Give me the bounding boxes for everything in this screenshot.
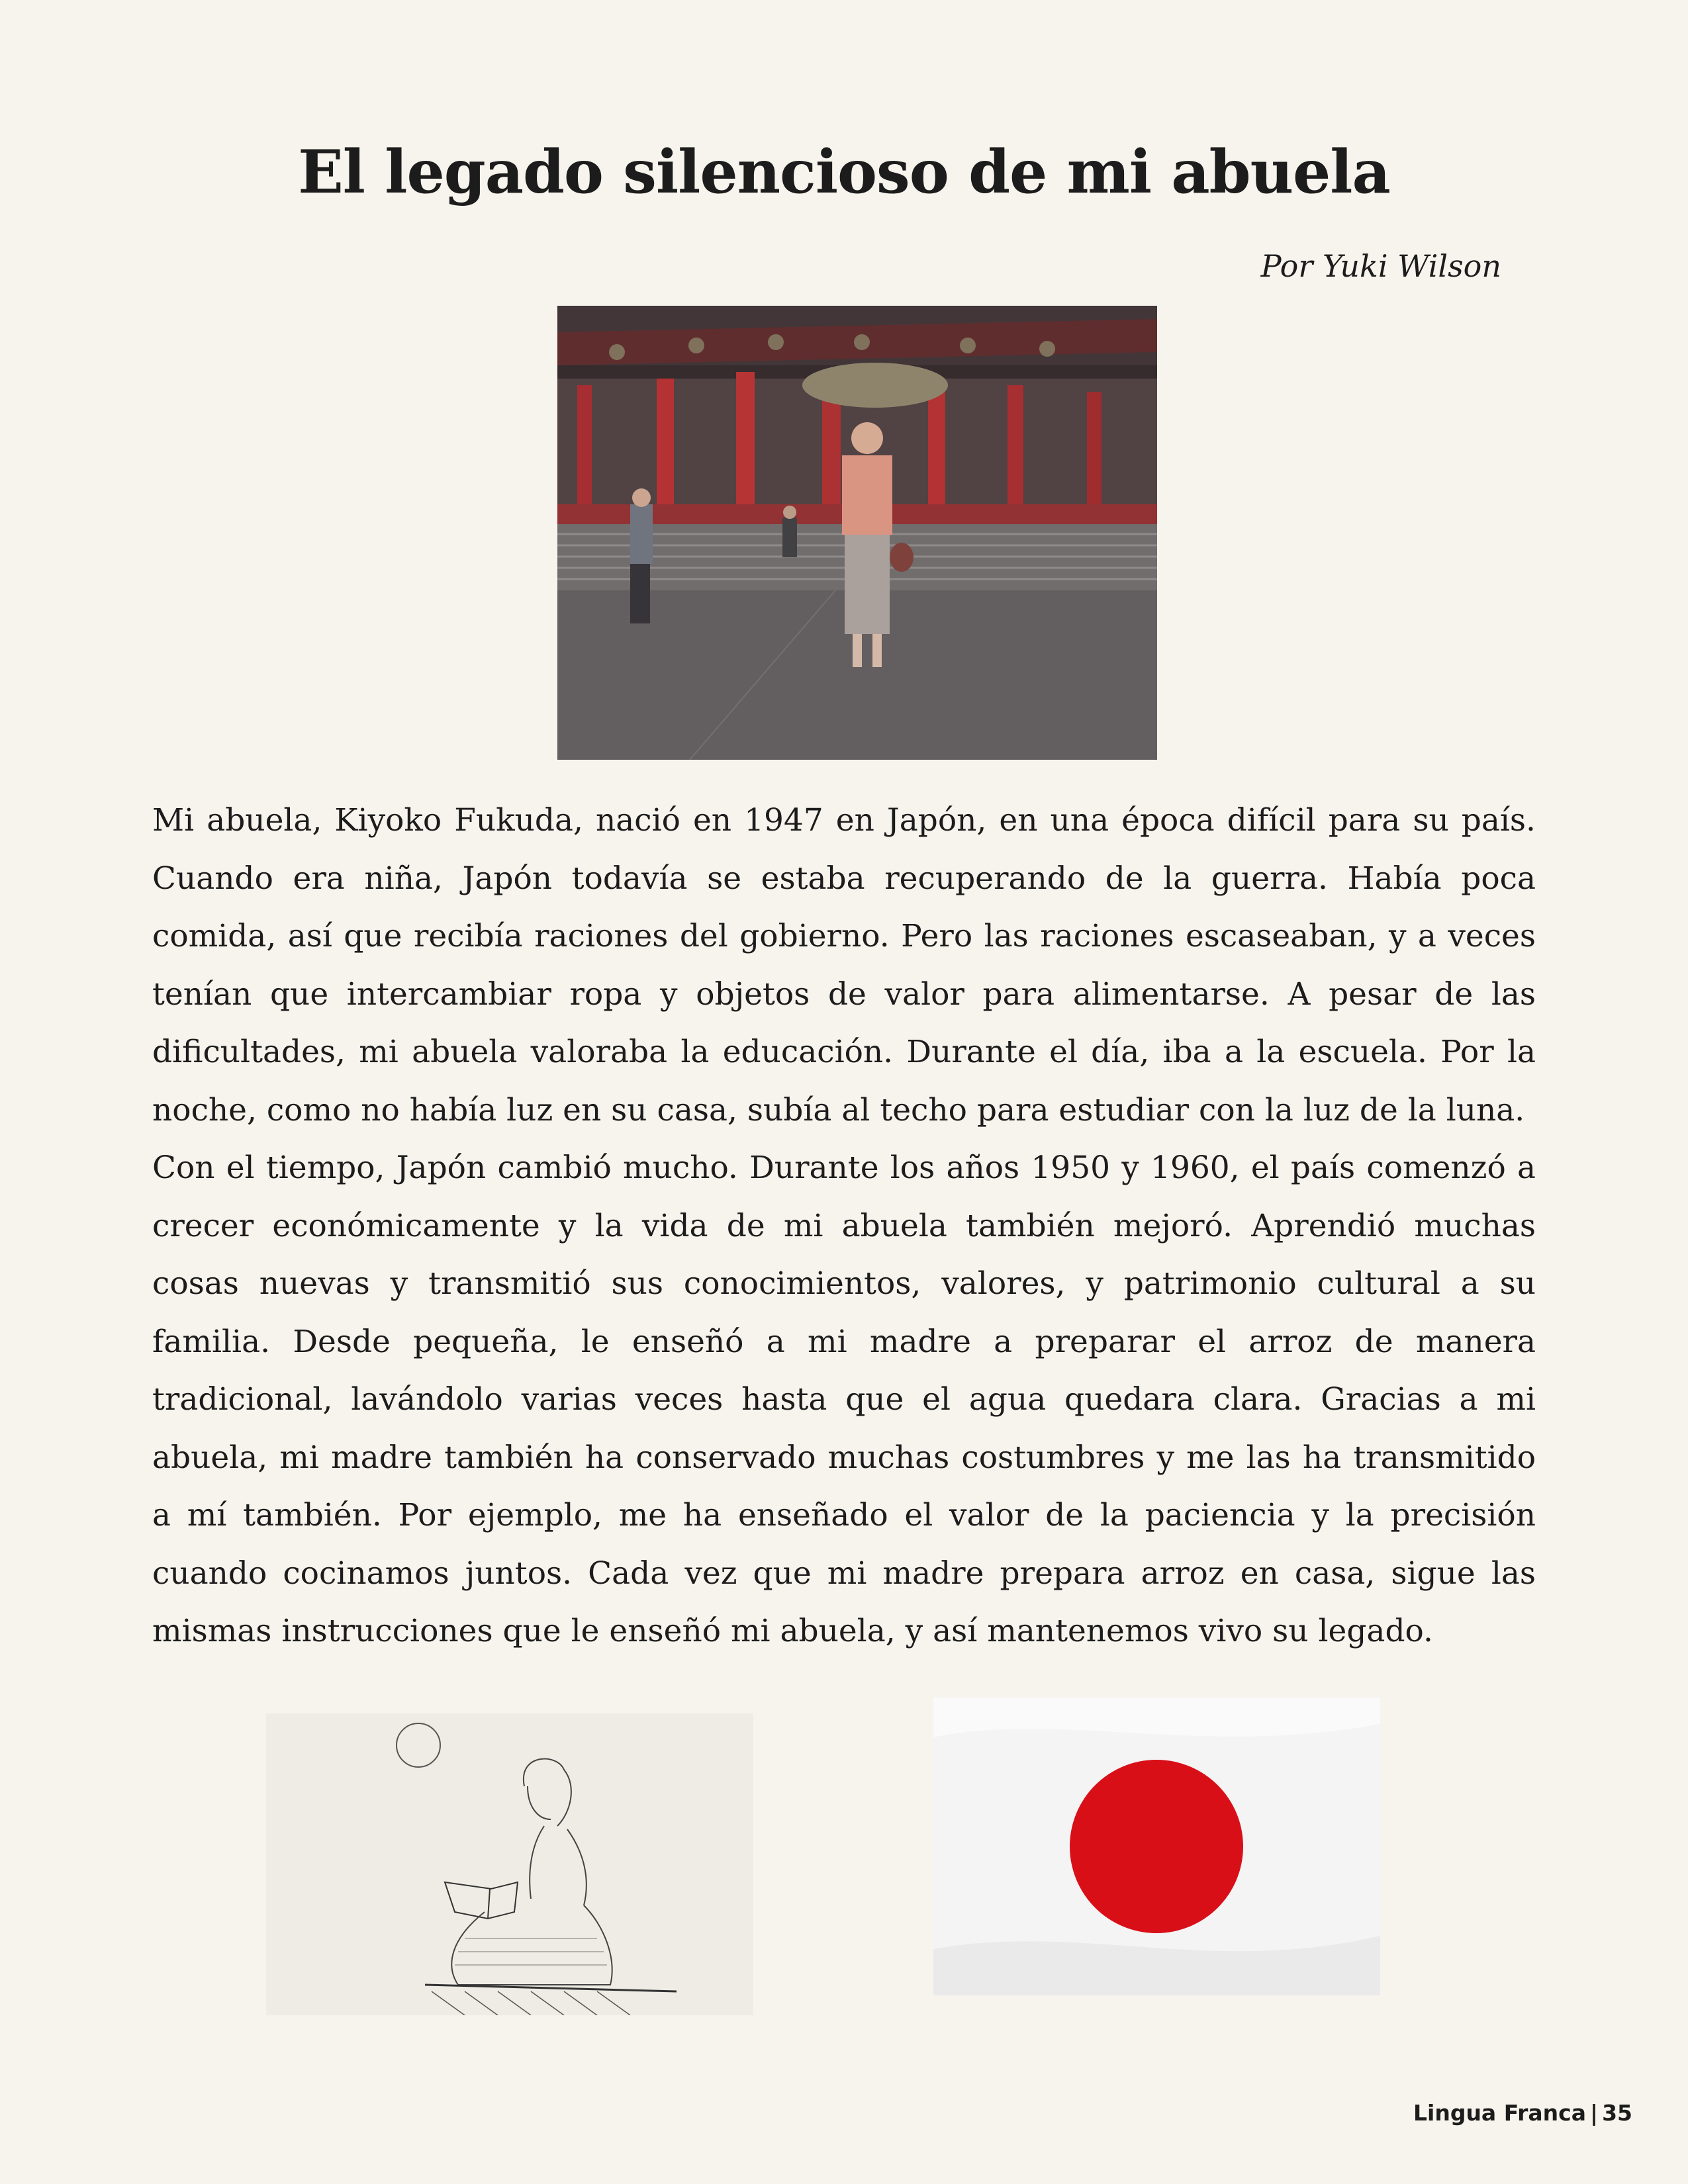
publication-name: Lingua Franca xyxy=(1413,2100,1586,2126)
paragraph-2: Con el tiempo, Japón cambió mucho. Durante los años 1950 y 1960, el país comenzó a crecer económicamente y la vida de mi abuela también mejoró. Aprendió muchas cosas nuevas y transmitió sus conocimientos, valores, y patrimonio cultural a su familia. Desde pequeña, le enseñó a mi madre a preparar el arroz de manera tradicional, lavándolo varias veces hasta que el agua quedara clara. Gracias a mi abuela, mi madre también ha conservado muchas costumbres y me las ha transmitido a mí también. Por ejemplo, me ha enseñado el valor de la paciencia y la precisión cuando cocinamos juntos. Cada vez que mi madre prepara arroz en casa, sigue las mismas instrucciones que le enseñó mi abuela, y así mantenemos vivo su legado. xyxy=(152,1150,1536,1649)
article-title: El legado silencioso de mi abuela xyxy=(298,137,1390,207)
article-body xyxy=(152,792,1536,1661)
japan-flag-image xyxy=(933,1698,1380,1995)
article-byline: Por Yuki Wilson xyxy=(1260,248,1501,284)
girl-reading-drawing xyxy=(266,1713,753,2015)
temple-photo xyxy=(557,306,1157,760)
paragraph-1: Mi abuela, Kiyoko Fukuda, nació en 1947 en Japón, en una época difícil para su país. Cuando era niña, Japón todavía se estaba recuperando de la guerra. Había poca comida, así que recibía raciones del gobierno. Pero las raciones escaseaban, y a veces tenían que intercambiar ropa y objetos de valor para alimentarse. A pesar de las dificultades, mi abuela valoraba la educación. Durante el día, iba a la escuela. Por la noche, como no había luz en su casa, subía al techo para estudiar con la luz de la luna. xyxy=(152,802,1536,1128)
page-footer xyxy=(1413,2097,1632,2130)
page-number: 35 xyxy=(1602,2100,1632,2126)
footer-separator: | xyxy=(1590,2100,1599,2126)
